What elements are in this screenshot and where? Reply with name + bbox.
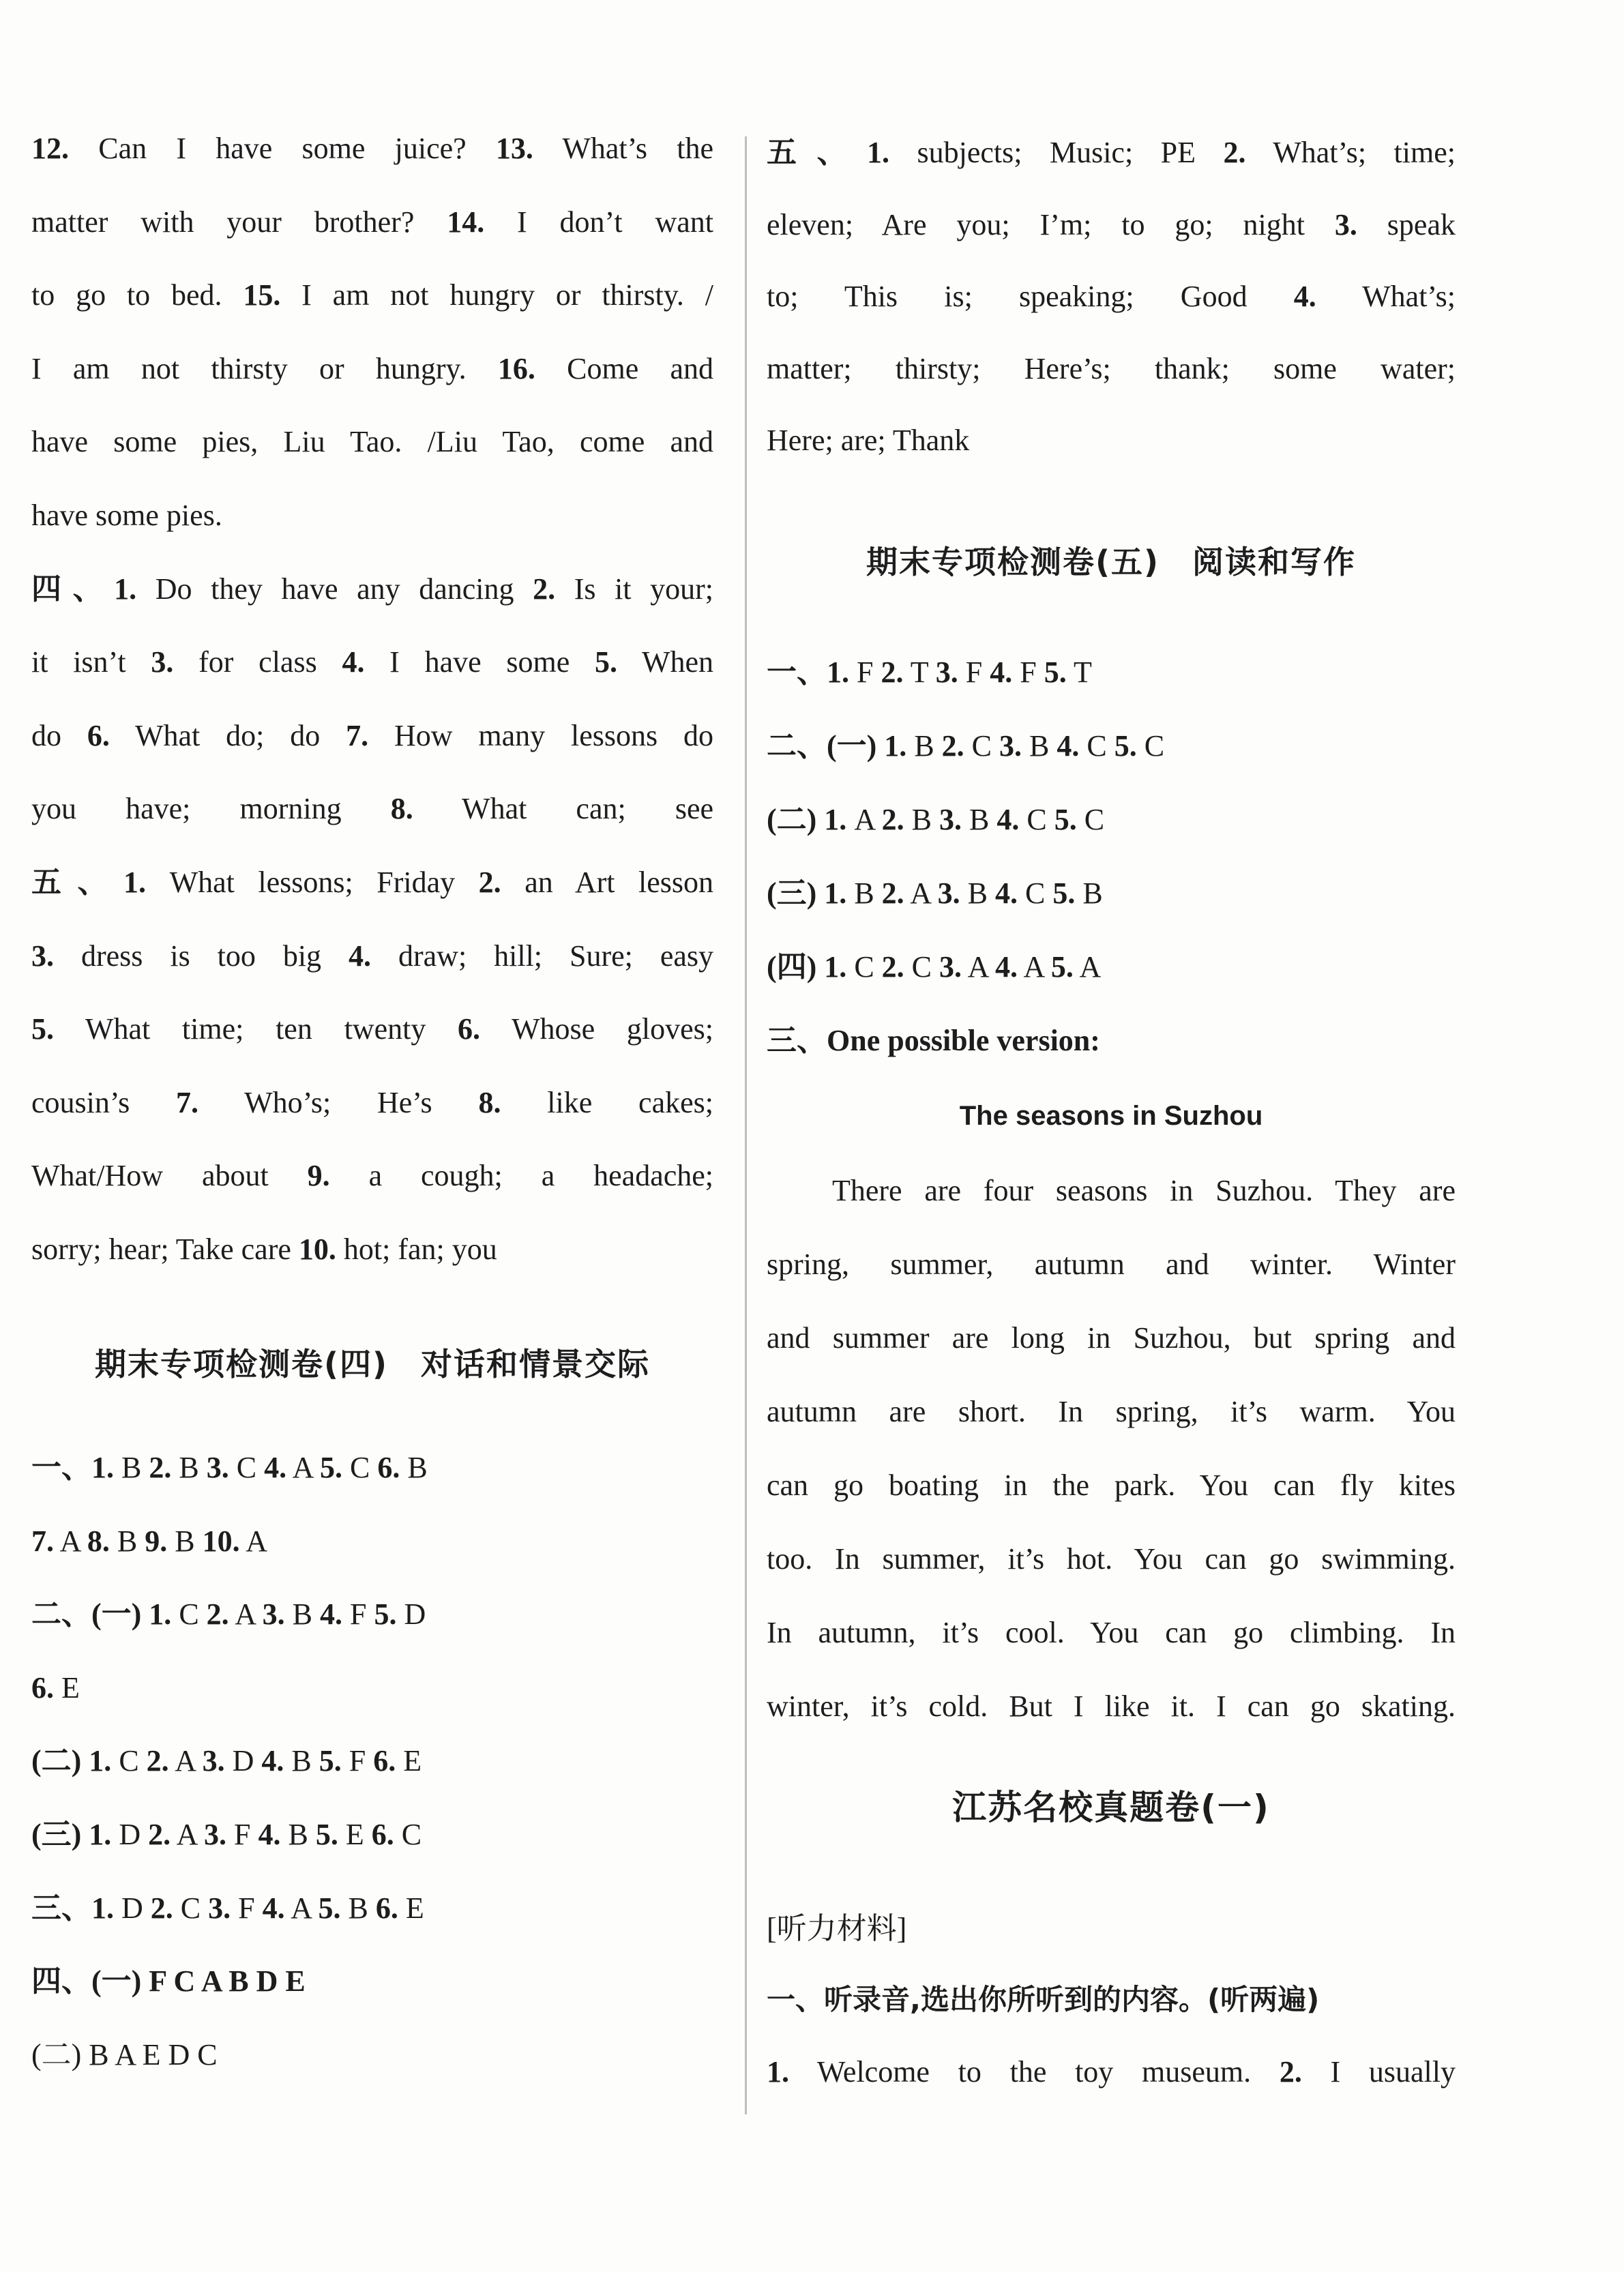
item-number: 2. <box>206 1597 229 1632</box>
item-number: 3. <box>1334 207 1357 241</box>
left-line-11 <box>31 864 713 902</box>
item-number: 6. <box>375 1891 398 1925</box>
item-number: 9. <box>145 1524 168 1558</box>
answer-text: C <box>846 950 882 984</box>
item-number: 16. <box>497 351 535 385</box>
answer-text: C <box>228 1451 265 1484</box>
answer-text: an Art lesson <box>501 866 713 899</box>
item-number: 9. <box>307 1159 330 1193</box>
answer-text: Whose gloves; <box>480 1012 713 1046</box>
answer-text: A <box>168 1744 203 1778</box>
answer-text: What do; do <box>109 718 346 752</box>
answer-text: A <box>54 1524 87 1558</box>
answer-text: F <box>341 1744 374 1778</box>
answer-text: E <box>398 1891 424 1925</box>
item-number: 4. <box>1057 729 1080 763</box>
item-number: 13. <box>495 132 533 165</box>
item-number: 5. <box>315 1818 338 1851</box>
answer-text: like cakes; <box>501 1085 713 1119</box>
item-number: 二、(一) 1. <box>31 1597 172 1632</box>
item-number: 8. <box>478 1085 501 1119</box>
answer-text: Do they have any dancing <box>136 572 533 606</box>
answer-text: F <box>231 1891 263 1925</box>
item-number: 4. <box>262 1891 285 1925</box>
item-number: 14. <box>447 205 485 239</box>
answer-text: I am not hungry or thirsty. / <box>280 278 713 312</box>
item-number: 8. <box>390 792 413 826</box>
answer-text: D <box>224 1744 262 1778</box>
essay-line-3: and summer are long in Suzhou, but spring and <box>767 1321 1456 1355</box>
item-number: 3. <box>151 645 174 679</box>
item-number: 6. <box>31 1670 54 1705</box>
answer-text: D <box>114 1891 151 1925</box>
item-number: 2. <box>148 1818 171 1851</box>
item-number: 2. <box>149 1451 172 1484</box>
right-line-5 <box>767 422 1456 460</box>
answer-text: speak <box>1357 207 1456 241</box>
answer-text: What’s; time; <box>1245 136 1456 169</box>
answer-text: to go to bed. <box>31 278 243 312</box>
item-number: 4. <box>994 950 1018 984</box>
answer-text: A <box>286 1451 320 1484</box>
answer-text: T <box>903 655 936 689</box>
essay-line-7: In autumn, it’s cool. You can go climbing. In <box>767 1616 1456 1649</box>
item-number: 3. <box>935 655 958 689</box>
item-number: 4. <box>264 1451 287 1484</box>
answer-text: have some pies. <box>31 499 222 532</box>
item-number: 5. <box>319 1744 342 1778</box>
answer-text: Who’s; He’s <box>198 1085 479 1119</box>
left-line-15 <box>31 1157 713 1195</box>
answer-text: B <box>1075 876 1103 910</box>
answer-text: C <box>173 1891 209 1925</box>
left-line-14 <box>31 1084 713 1122</box>
left-line-4 <box>31 350 713 388</box>
item-number: 2. <box>146 1744 169 1778</box>
answer-text: A <box>239 1524 267 1558</box>
item-number: 8. <box>87 1524 110 1558</box>
answer-text: Come and <box>535 351 713 385</box>
answer-text: B <box>167 1524 203 1558</box>
item-number: 3. <box>202 1744 225 1778</box>
essay-title: The seasons in Suzhou <box>959 1101 1263 1131</box>
column-divider <box>745 136 747 2114</box>
right-answer-row-6 <box>767 1022 1456 1060</box>
right-answer-row-3 <box>767 801 1456 839</box>
item-number: 4. <box>342 645 365 679</box>
right-answer-row-1 <box>767 653 1456 692</box>
answer-text: you have; morning <box>31 792 391 826</box>
item-number: 5. <box>1052 876 1076 910</box>
item-number: 5. <box>1044 655 1067 689</box>
answer-text: Welcome to the toy museum. <box>789 2055 1280 2089</box>
item-number: 5. <box>1114 729 1137 763</box>
answer-text: hot; fan; you <box>336 1233 497 1266</box>
answer-text: a cough; a headache; <box>329 1159 714 1193</box>
item-number: 7. <box>346 718 369 752</box>
item-number: 五、1. <box>31 866 147 899</box>
item-number: 7. <box>31 1524 54 1558</box>
right-answer-row-5 <box>767 948 1456 986</box>
left-answer-row-7 <box>31 1889 713 1928</box>
item-number: 2. <box>941 729 964 763</box>
left-line-2 <box>31 203 713 241</box>
answer-text: E <box>54 1670 80 1705</box>
right-answer-row-2 <box>767 727 1456 765</box>
answer-text: A <box>228 1597 263 1632</box>
answer-text: Is it your; <box>555 572 713 606</box>
item-number: 4. <box>258 1818 281 1851</box>
item-number: 2. <box>150 1891 173 1925</box>
essay-line-8: winter, it’s cold. But I like it. I can go skating. <box>767 1690 1456 1723</box>
essay-line-6: too. In summer, it’s hot. You can go swimming. <box>767 1542 1456 1576</box>
answer-text: B <box>280 1818 316 1851</box>
item-number: 一、1. <box>767 655 849 689</box>
answer-text: D <box>111 1818 149 1851</box>
item-number: 6. <box>377 1451 400 1484</box>
left-line-12 <box>31 937 713 975</box>
answer-text: F <box>342 1597 374 1632</box>
item-number: 1. <box>767 2055 789 2089</box>
item-number: 7. <box>176 1085 199 1119</box>
answer-text: subjects; Music; PE <box>889 136 1224 169</box>
answer-text: for class <box>173 645 342 679</box>
item-number: 4. <box>1293 280 1316 314</box>
answer-text: have some pies, Liu Tao. /Liu Tao, come and <box>31 425 713 459</box>
left-line-3 <box>31 276 713 314</box>
left-answer-row-2 <box>31 1522 713 1561</box>
answer-text: Can I have some juice? <box>69 132 496 165</box>
essay-line-4: autumn are short. In spring, it’s warm. You <box>767 1395 1456 1428</box>
answer-text: I usually <box>1301 2055 1456 2089</box>
item-number: 5. <box>318 1891 341 1925</box>
answer-text: I have some <box>364 645 595 679</box>
answer-text: What time; ten twenty <box>54 1012 458 1046</box>
answer-text: D <box>396 1597 426 1632</box>
item-number: 4. <box>996 803 1020 836</box>
answer-text: F <box>958 655 990 689</box>
answer-text: I am not thirsty or hungry. <box>31 351 498 385</box>
right-line-4 <box>767 350 1456 388</box>
right-line-1 <box>767 134 1456 172</box>
item-number: 5. <box>374 1597 397 1632</box>
answer-text: C <box>964 729 1000 763</box>
item-number: 6. <box>87 718 110 752</box>
answer-text: C <box>342 1451 378 1484</box>
item-number: 2. <box>881 950 904 984</box>
answer-text: E <box>338 1818 372 1851</box>
exam-heading: 江苏名校真题卷(一) <box>952 1788 1270 1827</box>
item-number: 6. <box>373 1744 396 1778</box>
item-number: 3. <box>939 950 962 984</box>
answer-text: to; This is; speaking; Good <box>767 280 1294 314</box>
answer-text: C <box>1136 729 1165 763</box>
item-number: 5. <box>31 1012 54 1046</box>
item-number: 4. <box>319 1597 342 1632</box>
left-line-7 <box>31 570 713 608</box>
answer-text: I don’t want <box>484 205 714 239</box>
answer-text: draw; hill; Sure; easy <box>371 939 714 973</box>
right-line-2 <box>767 206 1456 244</box>
answer-text: B <box>400 1451 428 1484</box>
listening-label: [听力材料] <box>767 1912 907 1945</box>
answer-text: B <box>1022 729 1057 763</box>
item-number: 12. <box>31 132 69 165</box>
item-number: 2. <box>881 803 904 836</box>
item-number: 10. <box>202 1524 240 1558</box>
answer-text: B <box>906 729 942 763</box>
item-number: 四、(一) F C A B D E <box>31 1964 306 1998</box>
answer-text: dress is too big <box>54 939 349 973</box>
item-number: 3. <box>208 1891 231 1925</box>
item-number: 4. <box>349 939 372 973</box>
item-number: 3. <box>262 1597 285 1632</box>
left-line-8 <box>31 643 713 681</box>
item-number: 6. <box>371 1818 394 1851</box>
item-number: 4. <box>990 655 1013 689</box>
left-answer-row-5 <box>31 1742 713 1780</box>
item-number: 2. <box>1223 136 1246 169</box>
section-heading-5: 期末专项检测卷(五) 阅读和写作 <box>866 544 1357 580</box>
essay-line-1: There are four seasons in Suzhou. They are <box>832 1174 1456 1207</box>
answer-text: eleven; Are you; I’m; to go; night <box>767 207 1335 241</box>
left-answer-row-4 <box>31 1669 713 1707</box>
item-number: 15. <box>243 278 281 312</box>
answer-text: How many lessons do <box>368 718 713 752</box>
answer-text: C <box>1079 729 1114 763</box>
left-line-6 <box>31 497 713 535</box>
item-number: 一、1. <box>31 1451 114 1484</box>
answer-text: A <box>1073 950 1102 984</box>
answer-text: B <box>846 876 882 910</box>
item-number: (四) 1. <box>767 950 847 984</box>
left-line-9 <box>31 717 713 755</box>
answer-text: What’s; <box>1316 280 1456 314</box>
answer-text: B <box>340 1891 376 1925</box>
answer-text: matter with your brother? <box>31 205 447 239</box>
answer-text: A <box>904 876 938 910</box>
item-number: 3. <box>206 1451 229 1484</box>
item-number: 三、One possible version: <box>767 1024 1100 1057</box>
answer-text: matter; thirsty; Here’s; thank; some water; <box>767 351 1456 385</box>
answer-text: A <box>171 1818 205 1851</box>
answer-text: T <box>1066 655 1092 689</box>
item-number: 五、1. <box>767 136 889 169</box>
answer-text: (二) B A E D C <box>31 2037 218 2071</box>
answer-text: B <box>960 876 995 910</box>
answer-text: What/How about <box>31 1159 308 1193</box>
answer-text: F <box>226 1818 259 1851</box>
listening-text-1 <box>767 2053 1456 2091</box>
answer-text: it isn’t <box>31 645 151 679</box>
answer-text: C <box>904 950 940 984</box>
answer-text: B <box>284 1744 319 1778</box>
item-number: 3. <box>999 729 1022 763</box>
answer-text: F <box>849 655 881 689</box>
answer-text: C <box>1019 803 1054 836</box>
item-number: 2. <box>881 876 904 910</box>
item-number: 3. <box>939 803 962 836</box>
item-number: (二) 1. <box>31 1744 112 1778</box>
right-line-3 <box>767 278 1456 316</box>
left-answer-row-3 <box>31 1595 713 1634</box>
item-number: 5. <box>1050 950 1074 984</box>
answer-text: E <box>396 1744 422 1778</box>
answer-text: B <box>171 1451 207 1484</box>
answer-text: F <box>1012 655 1044 689</box>
answer-text: A <box>962 950 995 984</box>
item-number: 10. <box>298 1233 336 1266</box>
answer-text: B <box>114 1451 149 1484</box>
answer-text: sorry; hear; Take care <box>31 1233 299 1266</box>
item-number: 2. <box>1279 2055 1302 2089</box>
left-answer-row-9 <box>31 2036 713 2074</box>
left-line-10 <box>31 790 713 828</box>
item-number: (二) 1. <box>767 803 847 836</box>
item-number: 5. <box>595 645 617 679</box>
item-number: 二、(一) 1. <box>767 729 907 763</box>
answer-text: C <box>111 1744 147 1778</box>
item-number: 四、1. <box>31 572 137 606</box>
answer-text: A <box>1017 950 1051 984</box>
item-number: 2. <box>881 655 904 689</box>
item-number: (三) 1. <box>31 1818 112 1851</box>
section-heading-4: 期末专项检测卷(四) 对话和情景交际 <box>94 1346 651 1383</box>
item-number: 3. <box>204 1818 227 1851</box>
left-line-16 <box>31 1230 713 1269</box>
item-number: 三、1. <box>31 1891 114 1925</box>
answer-text: What lessons; Friday <box>146 866 479 899</box>
answer-text: B <box>109 1524 145 1558</box>
left-line-1 <box>31 130 713 168</box>
essay-line-2: spring, summer, autumn and winter. Winter <box>767 1248 1456 1281</box>
answer-text: C <box>1076 803 1105 836</box>
answer-text: A <box>284 1891 319 1925</box>
answer-text: A <box>846 803 882 836</box>
item-number: 5. <box>320 1451 342 1484</box>
right-answer-row-4 <box>767 874 1456 913</box>
answer-text: Here; are; Thank <box>767 424 970 458</box>
answer-text: B <box>284 1597 320 1632</box>
item-number: 2. <box>478 866 501 899</box>
left-answer-row-1 <box>31 1449 713 1487</box>
answer-text: What can; see <box>413 792 713 826</box>
item-number: 2. <box>533 572 556 606</box>
essay-line-5: can go boating in the park. You can fly kites <box>767 1469 1456 1502</box>
answer-text: C <box>1017 876 1053 910</box>
item-number: 3. <box>937 876 960 910</box>
item-number: (三) 1. <box>767 876 847 910</box>
answer-text: B <box>962 803 997 836</box>
item-number: 4. <box>994 876 1018 910</box>
answer-text: When <box>617 645 714 679</box>
answer-text: B <box>904 803 940 836</box>
item-number: 3. <box>31 939 54 973</box>
answer-text: C <box>171 1597 207 1632</box>
answer-text: C <box>394 1818 422 1851</box>
item-number: 5. <box>1054 803 1077 836</box>
answer-text: cousin’s <box>31 1085 177 1119</box>
left-answer-row-8 <box>31 1962 713 2001</box>
item-number: 4. <box>261 1744 284 1778</box>
left-answer-row-6 <box>31 1816 713 1854</box>
answer-text: What’s the <box>533 132 713 165</box>
answer-text: do <box>31 718 87 752</box>
item-number: 6. <box>458 1012 481 1046</box>
listening-instruction: 一、听录音,选出你所听到的内容。(听两遍) <box>767 1983 1320 2016</box>
left-line-5 <box>31 423 713 461</box>
left-line-13 <box>31 1010 713 1048</box>
